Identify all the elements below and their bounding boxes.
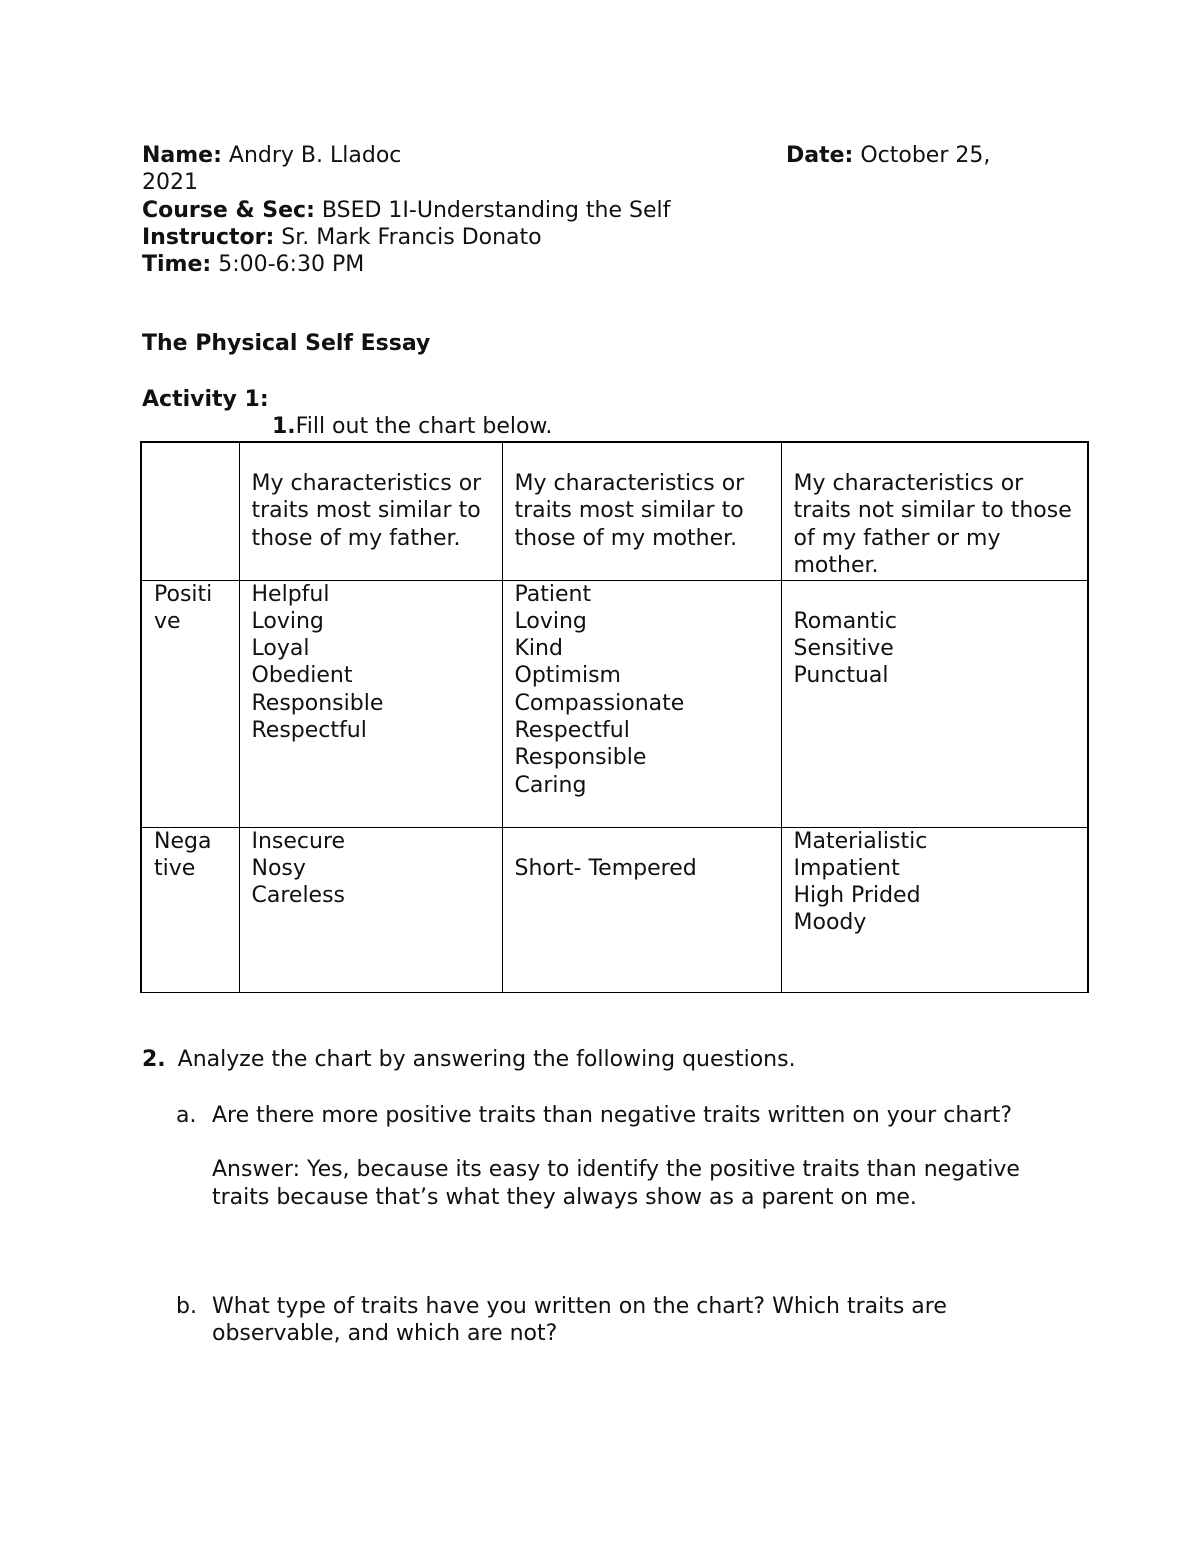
essay-title: The Physical Self Essay (142, 331, 431, 356)
chart-row-positive (141, 580, 1088, 827)
chart-row-negative (141, 827, 1088, 992)
date-label: Date: (786, 143, 854, 168)
trait-item: Respectful (251, 717, 367, 743)
date-field (786, 142, 990, 169)
trait-item: Compassionate (514, 690, 685, 716)
analysis-instruction (142, 1046, 796, 1073)
positive-mother-cell (502, 580, 781, 827)
trait-item: Sensitive (793, 635, 894, 661)
trait-item: Helpful (251, 581, 330, 607)
trait-item: Responsible (251, 690, 384, 716)
positive-father-cell (239, 580, 502, 827)
date-year: 2021 (142, 170, 198, 196)
question-number: 2. (142, 1047, 166, 1072)
traits-chart (140, 441, 1089, 993)
name-label: Name: (142, 143, 222, 168)
negative-neither-cell (781, 827, 1088, 992)
col-header-father: My characteristics or traits most similar to those of my father. (239, 442, 502, 580)
trait-item: Respectful (514, 717, 630, 743)
trait-item: Caring (514, 772, 587, 798)
student-info-header (142, 142, 1022, 278)
negative-father-cell (239, 827, 502, 992)
trait-item: Loyal (251, 636, 310, 662)
row-label-negative (141, 827, 239, 992)
trait-item: Kind (514, 636, 563, 662)
negative-mother-cell (502, 827, 781, 992)
question-b-text: What type of traits have you written on the chart? Which traits are observable, and which are not? (212, 1294, 947, 1347)
trait-item: Punctual (793, 663, 889, 689)
instructor-label: Instructor: (142, 224, 275, 250)
chart-header-row (141, 442, 1088, 580)
step-text: Fill out the chart below. (295, 414, 553, 439)
trait-item: Optimism (514, 663, 621, 689)
trait-item: Romantic (793, 608, 897, 634)
name-date-line (142, 142, 1022, 169)
trait-item: Nosy (251, 855, 306, 881)
date-value: October 25, (860, 143, 991, 168)
trait-item: Loving (514, 608, 587, 634)
activity-label: Activity 1: (142, 387, 269, 412)
step-number: 1. (272, 414, 296, 439)
time-line (142, 251, 1022, 278)
row-label-text: Negative (154, 828, 212, 881)
course-value: BSED 1I-Understanding the Self (321, 197, 671, 223)
time-value: 5:00-6:30 PM (218, 252, 365, 278)
question-b-letter: b. (176, 1294, 197, 1319)
analysis-intro: Analyze the chart by answering the following questions. (177, 1047, 796, 1072)
time-label: Time: (142, 252, 212, 278)
trait-item: Patient (514, 581, 592, 607)
trait-item: High Prided (793, 883, 921, 909)
instructor-value: Sr. Mark Francis Donato (281, 224, 542, 250)
trait-item: Short- Tempered (514, 855, 697, 881)
trait-item: Materialistic (793, 828, 928, 854)
question-a-letter: a. (176, 1103, 197, 1128)
row-label-positive (141, 580, 239, 827)
course-line (142, 197, 1022, 224)
trait-item: Responsible (514, 745, 647, 771)
trait-item: Insecure (251, 828, 346, 854)
positive-neither-cell (781, 580, 1088, 827)
question-a-answer: Answer: Yes, because its easy to identify the positive traits than negative traits because that’s what they always show as a parent on me. (212, 1157, 1020, 1210)
trait-item: Careless (251, 883, 346, 909)
col-header-neither: My characteristics or traits not similar to those of my father or my mother. (781, 442, 1088, 580)
instructor-line (142, 224, 1022, 251)
trait-item: Loving (251, 608, 324, 634)
trait-item: Obedient (251, 663, 353, 689)
trait-item: Impatient (793, 855, 900, 881)
activity-instruction (272, 414, 552, 439)
question-a-text: Are there more positive traits than negative traits written on your chart? (212, 1103, 1013, 1128)
chart-corner-cell (141, 442, 239, 580)
col-header-mother: My characteristics or traits most similar to those of my mother. (502, 442, 781, 580)
question-b (176, 1293, 1046, 1348)
row-label-text: Positive (154, 581, 213, 634)
name-value: Andry B. Lladoc (228, 143, 402, 168)
course-label: Course & Sec: (142, 197, 315, 223)
trait-item: Moody (793, 910, 867, 936)
question-a (176, 1102, 1046, 1211)
